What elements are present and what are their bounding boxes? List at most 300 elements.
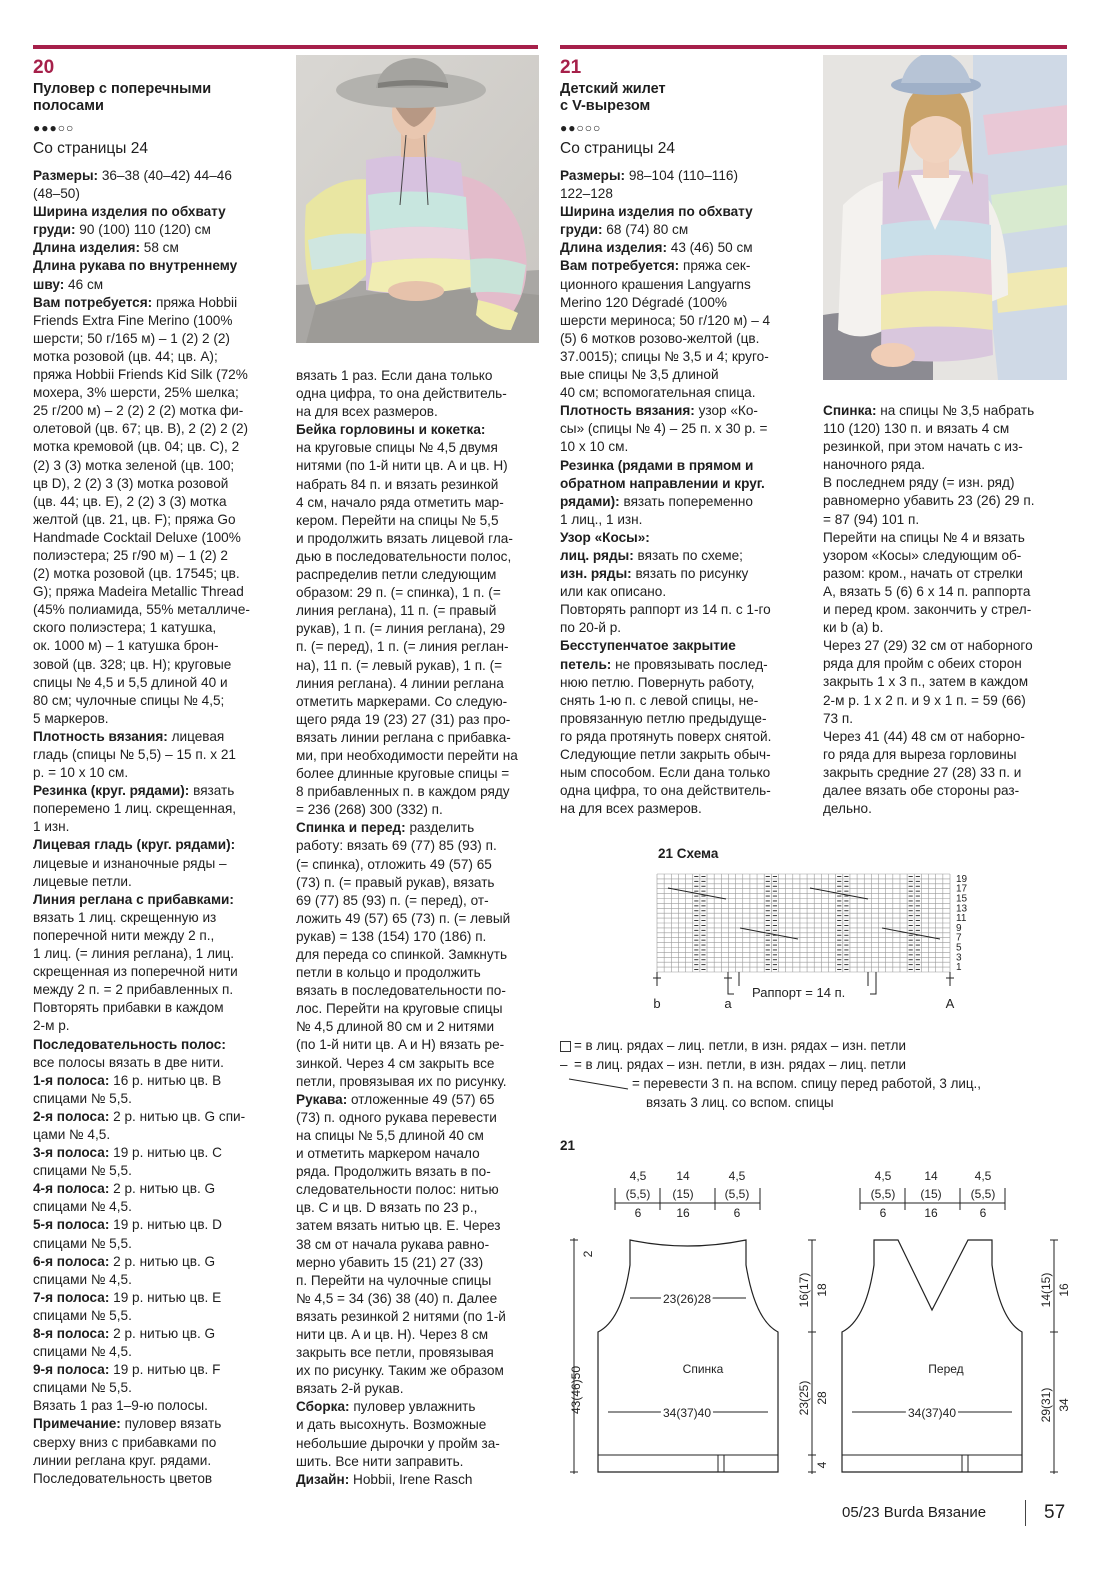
text-line [823,746,1073,764]
text-line [296,1073,541,1091]
line-text: сверху вниз с прибавками по [33,1434,217,1450]
line-text: шерсти мериноса; 50 г/120 м) – 4 [560,312,771,328]
dim-text: 4 [815,1461,829,1469]
text-line [823,438,1073,456]
line-text: ского полиэстера; 1 катушка, [33,620,217,636]
arrow-label-b: b [653,996,661,1011]
text-line [296,1055,541,1073]
source-page-note: Со страницы 24 [560,140,675,157]
line-text: линии реглана круг. рядами. [33,1452,212,1468]
text-line [296,1290,541,1308]
line-text: ционного крашения Langyarns [560,276,751,292]
line-text: 5 маркеров. [33,710,109,726]
text-line [33,746,288,764]
text-line [560,637,810,655]
line-text: ряда. Продолжить вязать в по- [296,1164,491,1180]
line-text: пуловер вязать [120,1416,222,1432]
text-line [33,438,288,456]
text-line [33,221,288,239]
line-text: одна цифра, то она действитель- [296,386,507,402]
dim-text: (5,5) [970,1187,996,1201]
text-line [823,583,1073,601]
bold-term: Плотность вязания: [560,403,695,419]
line-text: 1 изн. [33,819,70,835]
text-line [823,601,1073,619]
text-line [296,675,541,693]
line-text: 19 р. нитью цв. C [109,1145,222,1161]
text-line [560,294,810,312]
line-text: по 20-й р. [560,620,622,636]
text-line [560,438,810,456]
text-line [560,366,810,384]
dim-text: 14 [924,1169,938,1183]
line-text: спицы № 4,5 и 5,5 длиной 40 и [33,674,228,690]
line-text: закрыть средние 27 (28) 33 п. и [823,764,1022,780]
bold-term: Последовательность полос: [33,1036,226,1052]
line-text: Handmade Cocktail Deluxe (100% [33,529,241,545]
line-text: Hobbii, Irene Rasch [349,1471,473,1487]
line-text: р. = 10 х 10 см. [33,765,129,781]
line-text: 90 (100) 110 (120) см [75,222,211,238]
text-line [33,1054,288,1072]
bold-term: 9-я полоса: [33,1362,110,1378]
text-line [33,1307,288,1325]
line-text: зовой (цв. 328; цв. H); круговые [33,656,232,672]
bold-term: Длина рукава по внутреннему [33,258,238,274]
line-text: 4 см, начало ряда отметить мар- [296,494,504,510]
text-line [296,982,541,1000]
line-text: № 4,5 длиной 80 см и 2 нитями [296,1019,495,1035]
line-text: 69 (77) 85 (93) п. (= перед), от- [296,892,489,908]
line-text: 1 лиц. (= линия реглана), 1 лиц. [33,946,235,962]
text-line [296,584,541,602]
line-text: между 2 п. = 2 прибавленных п. [33,982,234,998]
text-line [33,1325,288,1343]
text-line [296,494,541,512]
line-text: Следующие петли закрыть обыч- [560,747,771,762]
bold-term: Лицевая гладь (круг. рядами): [33,837,236,853]
text-line [296,711,541,729]
line-text: и дать высохнуть. Возможные [296,1417,487,1433]
line-text: нитями (по 1-й нити цв. A и цв. H) [296,458,508,474]
text-line [560,276,810,294]
line-text: лицевые и изнаночные ряды – [33,855,227,871]
text-line [296,964,541,982]
line-text: G); пряжа Madeira Metallic Thread [33,584,244,600]
line-text: 1 лиц., 1 изн. [560,511,643,527]
line-text: их по рисунку. Таким же образом [296,1363,504,1379]
line-text: го ряда для выреза горловины [823,746,1017,762]
text-line [33,203,288,221]
bold-term: Узор «Косы»: [560,529,650,545]
line-text: вязать в последовательности по- [296,983,506,999]
text-line [296,693,541,711]
text-line [296,1380,541,1398]
text-line [296,747,541,765]
footer-issue [842,1504,986,1521]
issue-number: 05/23 [842,1504,880,1521]
bold-term: 2-я полоса: [33,1108,110,1124]
text-line [560,402,810,420]
text-line [823,782,1073,800]
text-line [560,674,810,692]
line-text: разделить [405,820,475,836]
text-line [296,874,541,892]
line-text: п. Перейти на чулочные спицы [296,1272,492,1288]
pattern-number-label: 21 [560,1138,576,1153]
text-line [823,565,1073,583]
line-text: Merino 120 Dégradé (100% [560,294,728,310]
dim-text: (5,5) [870,1187,896,1201]
bold-term: Дизайн: [296,1471,350,1487]
dim-text: 14 [676,1169,690,1183]
text-line [33,547,288,565]
text-line [296,928,541,946]
line-text: 37.0015); спицы № 3,5 и 4; круго- [560,348,769,364]
text-line [33,692,288,710]
arrow-label-a: a [724,996,732,1011]
text-line [296,457,541,475]
text-line [823,764,1073,782]
line-text: полиэстера; 25 г/90 м) – 1 (2) 2 [33,547,228,563]
line-text: гладь (спицы № 5,5) – 15 п. х 21 [33,747,236,762]
line-text: равномерно убавить 23 (26) 29 п. [823,493,1035,509]
text-line [33,818,288,836]
rapport-label: Раппорт = 14 п. [752,985,846,1000]
text-line [560,257,810,275]
text-line [33,945,288,963]
text-line [560,728,810,746]
vest-text-column-1 [560,167,810,818]
bold-term: груди: [33,222,76,238]
text-line [33,1126,288,1144]
line-text: 40 см; вспомогательная спица. [560,385,756,401]
row-number: 9 [956,922,962,934]
text-line [296,1435,541,1453]
legend-row [560,1074,1060,1093]
line-text: зинкой. Через 4 см закрыть все [296,1055,495,1071]
title-line: полосами [33,98,104,114]
line-text: 2-м р. 1 х 2 п. и 9 х 1 п. = 59 (66) [823,692,1026,708]
text-line [296,657,541,675]
article-title [33,81,211,115]
text-line [823,420,1073,438]
text-line [33,1397,288,1415]
text-line [296,1181,541,1199]
line-text: 38 см от начала рукава равно- [296,1236,490,1252]
dim-text: 16 [676,1206,690,1220]
line-text: вые спицы № 3,5 длиной [560,367,719,383]
line-text: шерсти; 50 г/165 м) – 1 (2) 2 (2) [33,330,230,346]
text-line [823,547,1073,565]
line-text: дельно. [823,801,872,817]
line-text: следовательности полос: нитью [296,1182,499,1198]
title-line: с V-вырезом [560,98,651,114]
text-line [296,1398,541,1416]
bold-term: 7-я полоса: [33,1289,110,1305]
text-line [33,855,288,873]
line-text: на спицы № 3,5 набрать [876,403,1035,418]
text-line [296,566,541,584]
text-line [296,856,541,874]
text-line [823,637,1073,655]
legend-text: = в лиц. рядах – изн. петли, в изн. рядах – лиц. петли [574,1057,906,1072]
text-line [560,475,810,493]
dim-text: 18 [815,1283,829,1297]
text-line [33,294,288,312]
line-text: 19 р. нитью цв. E [109,1289,222,1305]
text-line [33,1036,288,1054]
line-text: сы» (спицы № 4) – 25 п. х 30 р. = [560,421,768,437]
dim-text: 34(37)40 [907,1406,957,1420]
legend-row [560,1036,1060,1055]
text-line [33,185,288,203]
line-text: 68 (74) 80 см [602,222,689,238]
line-text: работу: вязать 69 (77) 85 (93) п. [296,838,497,854]
legend-row [560,1055,1060,1074]
line-text: вязать 1 раз. Если дана только [296,368,493,383]
line-text: нити цв. A и цв. H). Через 8 см [296,1326,489,1342]
text-line [33,565,288,583]
line-text: узором «Косы» следующим об- [823,547,1022,563]
line-text: спицами № 5,5. [33,1090,132,1106]
dim-text: 16 [924,1206,938,1220]
empty-square-icon [560,1041,571,1052]
line-text: 122–128 [560,186,613,202]
text-line [33,1379,288,1397]
difficulty-rating: ●●○○○ [560,121,602,135]
text-line [33,1415,288,1433]
line-text: 80 см; чулочные спицы № 4,5; [33,692,225,708]
line-text: пряжа Hobbii Friends Kid Silk (72% [33,367,248,383]
text-line [33,963,288,981]
line-text: 98–104 (110–116) [625,168,738,183]
text-line [560,203,810,221]
line-text: небольшие дырочки у пройм за- [296,1435,500,1451]
text-line [296,1326,541,1344]
text-line [33,330,288,348]
bold-term: Вам потребуется: [560,258,680,274]
text-line [33,1434,288,1452]
line-text: спицами № 5,5. [33,1163,132,1179]
line-text: дью в последовательности полос, [296,548,512,564]
line-text: наночного ряда. [823,457,926,473]
bold-term: рядами): [560,493,620,509]
text-line [33,420,288,438]
text-line [296,1199,541,1217]
line-text: (2) 3 (3) мотка зеленой (цв. 100; [33,457,235,473]
line-text: 46 см [64,276,104,292]
line-text: лос. Перейти на круговые спицы [296,1001,503,1017]
line-text: нюю петлю. Повернуть работу, [560,674,755,690]
line-text: далее вязать обе стороны раз- [823,782,1020,798]
bold-term: Вам потребуется: [33,294,153,310]
line-text: вязать линии реглана с прибавка- [296,729,511,745]
title-line: Детский жилет [560,81,666,97]
line-text: узор «Ко- [694,403,758,419]
text-line [33,1144,288,1162]
dim-text: (15) [920,1187,942,1201]
bold-term: Спинка и перед: [296,820,406,836]
line-text: лицевые петли. [33,873,132,889]
text-line [33,1343,288,1361]
line-text: поперечной нити между 2 п., [33,927,215,943]
piece-label: Спинка [682,1362,724,1376]
text-line [560,764,810,782]
line-text: или как описано. [560,584,667,600]
dim-text: 4,5 [974,1169,992,1183]
legend-text: = перевести 3 п. на вспом. спицу перед работой, 3 лиц., [632,1076,981,1091]
text-line [560,782,810,800]
text-line [296,403,541,421]
text-line [33,1180,288,1198]
text-line [823,673,1073,691]
line-text: вязать резинкой 2 нитями (по 1-й [296,1308,506,1324]
text-line [33,656,288,674]
text-line [296,439,541,457]
text-line [823,456,1073,474]
text-line [823,800,1073,818]
line-text: пуловер увлажнить [349,1399,476,1415]
dim-text: (5,5) [724,1187,750,1201]
text-line [33,1198,288,1216]
vest-text-column-2 [823,402,1073,818]
text-line [33,909,288,927]
line-text: ряда для пройм с обеих сторон [823,656,1022,672]
line-text: спицами № 5,5. [33,1380,132,1396]
line-text: (= спинка), отложить 49 (57) 65 [296,856,492,872]
line-text: спицами № 4,5. [33,1199,132,1215]
line-text: набрать 84 п. и вязать резинкой [296,476,499,492]
line-text: закрыть 1 х 3 п., затем в каждом [823,674,1029,690]
dim-text: (5,5) [625,1187,651,1201]
text-line [33,366,288,384]
text-line [33,1017,288,1035]
text-line [296,729,541,747]
dim-text: 6 [879,1206,887,1220]
line-text: (73) п. одного рукава перевести [296,1109,497,1125]
dim-text: 4,5 [728,1169,746,1183]
line-text: линия реглана). 4 линии реглана [296,675,504,691]
text-line [33,981,288,999]
text-line [296,512,541,530]
article-number: 21 [560,57,582,78]
text-line [33,312,288,330]
bold-term: обратном направлении и круг. [560,475,765,491]
text-line [560,710,810,728]
text-line [560,312,810,330]
line-text: отметить маркерами. Со следую- [296,693,508,709]
line-text: (73) п. (= правый рукав), вязать [296,874,495,890]
text-line [296,1018,541,1036]
text-line [33,1271,288,1289]
text-line [33,1253,288,1271]
line-text: разом: кром., начать от стрелки [823,565,1023,581]
dim-text: 16 [1057,1283,1071,1297]
line-text: все полосы вязать в две нити. [33,1054,224,1070]
text-line [296,1109,541,1127]
line-text: на для всех размеров. [296,404,438,420]
piece-label: Перед [928,1362,964,1376]
article-title [560,81,666,115]
text-line [560,547,810,565]
dim-text: 28 [815,1391,829,1405]
text-line [560,384,810,402]
line-text: (2) мотка розовой (цв. 17545; цв. [33,566,240,582]
bold-term: Рукава: [296,1091,348,1107]
text-line [296,1308,541,1326]
row-number: 15 [956,893,968,905]
text-line [33,457,288,475]
line-text: желтой (цв. 21, цв. F); пряжа Go [33,511,236,527]
text-line [296,1236,541,1254]
line-text: более длинные круговые спицы = [296,766,510,782]
text-line [33,257,288,275]
text-line [33,529,288,547]
text-line [296,946,541,964]
front-piece-diagram [842,1169,1071,1474]
text-line [296,1217,541,1235]
text-line [296,421,541,439]
page-number: 57 [1044,1502,1066,1523]
line-text: 2 р. нитью цв. G [109,1181,216,1197]
text-line [560,800,810,818]
line-text: Вязать 1 раз 1–9-ю полосы. [33,1398,208,1414]
text-line [823,710,1073,728]
line-text: мотка кремовой (цв. 04; цв. C), 2 [33,439,240,455]
bold-term: Ширина изделия по обхвату [560,204,753,220]
line-text: (цв. 44; цв. E), 2 (2) 3 (3) мотка [33,493,227,509]
line-text: ки b (a) b. [823,620,884,636]
text-line [33,999,288,1017]
line-text: 19 р. нитью цв. D [109,1217,222,1233]
bold-term: Размеры: [33,168,99,183]
bold-term: Ширина изделия по обхвату [33,204,226,220]
line-text: п. (= перед), 1 п. (= линия реглан- [296,639,509,655]
text-line [823,474,1073,492]
legend-row [560,1093,1060,1112]
magazine-name: Burda Вязание [883,1504,987,1521]
text-line [560,239,810,257]
text-line [33,1361,288,1379]
text-line [296,1453,541,1471]
source-page-note: Со страницы 24 [33,140,148,157]
text-line [33,710,288,728]
bold-term: Сборка: [296,1399,350,1415]
line-text: Последовательность цветов [33,1470,213,1486]
text-line [33,782,288,800]
bold-term: Резинка (круг. рядами): [33,783,190,799]
section-rule-right [560,45,1067,49]
line-text: 25 г/200 м) – 2 (2) 2 (2) мотка фи- [33,403,244,419]
text-line [296,892,541,910]
text-line [33,402,288,420]
line-text: вязать по схеме; [633,547,743,563]
difficulty-rating: ●●●○○ [33,121,75,135]
line-text: провязанную петлю предыдуще- [560,710,767,726]
line-text: не провязывать послед- [611,656,768,672]
dim-text: (15) [672,1187,694,1201]
text-line [296,1145,541,1163]
text-line [33,239,288,257]
line-text: и продолжить вязать лицевой гла- [296,530,513,546]
section-rule-left [33,45,538,49]
bold-term: шву: [33,276,65,292]
text-line [560,619,810,637]
line-text: В последнем ряду (= изн. ряд) [823,475,1015,491]
line-text: го ряда протянуть поверх снятой. [560,728,772,744]
line-text: 43 (46) 50 см [666,240,753,256]
